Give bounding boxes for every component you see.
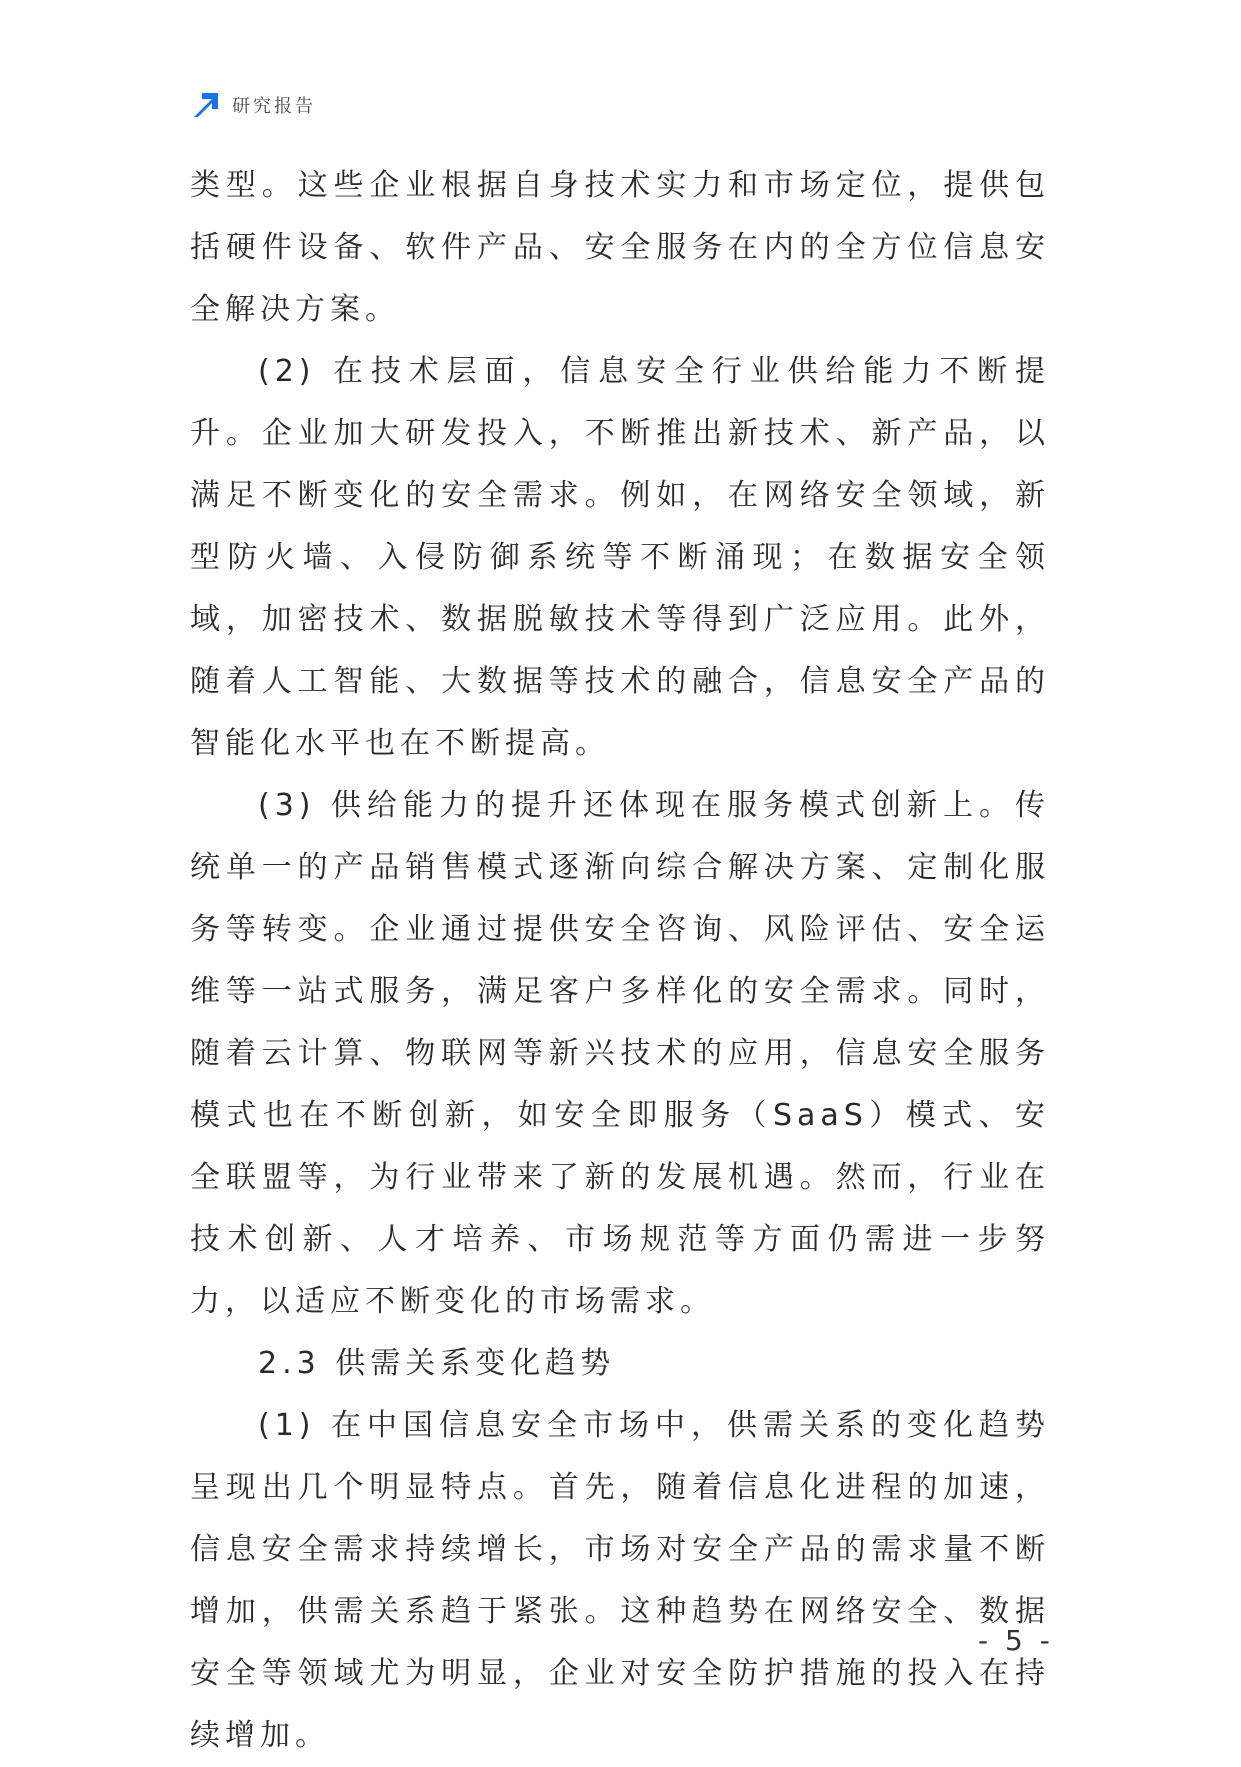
arrow-up-right-icon (190, 89, 222, 121)
page-number: - 5 - (978, 1624, 1054, 1657)
header-title: 研究报告 (232, 96, 316, 117)
section-heading: 2.3 供需关系变化趋势 (258, 1346, 616, 1381)
paragraph-demand-trend-1: (1) 在中国信息安全市场中，供需关系的变化趋势呈现出几个明显特点。首先，随着信息化进程的加速，信息安全需求持续增长，市场对安全产品的需求量不断增加，供需关系趋于紧张。这种趋势在网络安全、数据安全等领域尤为明显，企业对安全防护措施的投入在持续增加。 (190, 1408, 1050, 1753)
page-header (190, 88, 316, 122)
paragraph-continuation: 类型。这些企业根据自身技术实力和市场定位，提供包括硬件设备、软件产品、安全服务在内的全方位信息安全解决方案。 (190, 168, 1050, 327)
paragraph-supply-capability-3: (3) 供给能力的提升还体现在服务模式创新上。传统单一的产品销售模式逐渐向综合解决方案、定制化服务等转变。企业通过提供安全咨询、风险评估、安全运维等一站式服务，满足客户多样化的安全需求。同时，随着云计算、物联网等新兴技术的应用，信息安全服务模式也在不断创新，如安全即服务（SaaS）模式、安全联盟等，为行业带来了新的发展机遇。然而，行业在技术创新、人才培养、市场规范等方面仍需进一步努力，以适应不断变化的市场需求。 (190, 788, 1050, 1319)
document-body (190, 155, 1050, 1767)
paragraph-supply-capability-2: (2) 在技术层面，信息安全行业供给能力不断提升。企业加大研发投入，不断推出新技术、新产品，以满足不断变化的安全需求。例如，在网络安全领域，新型防火墙、入侵防御系统等不断涌现；在数据安全领域，加密技术、数据脱敏技术等得到广泛应用。此外，随着人工智能、大数据等技术的融合，信息安全产品的智能化水平也在不断提高。 (190, 354, 1050, 761)
